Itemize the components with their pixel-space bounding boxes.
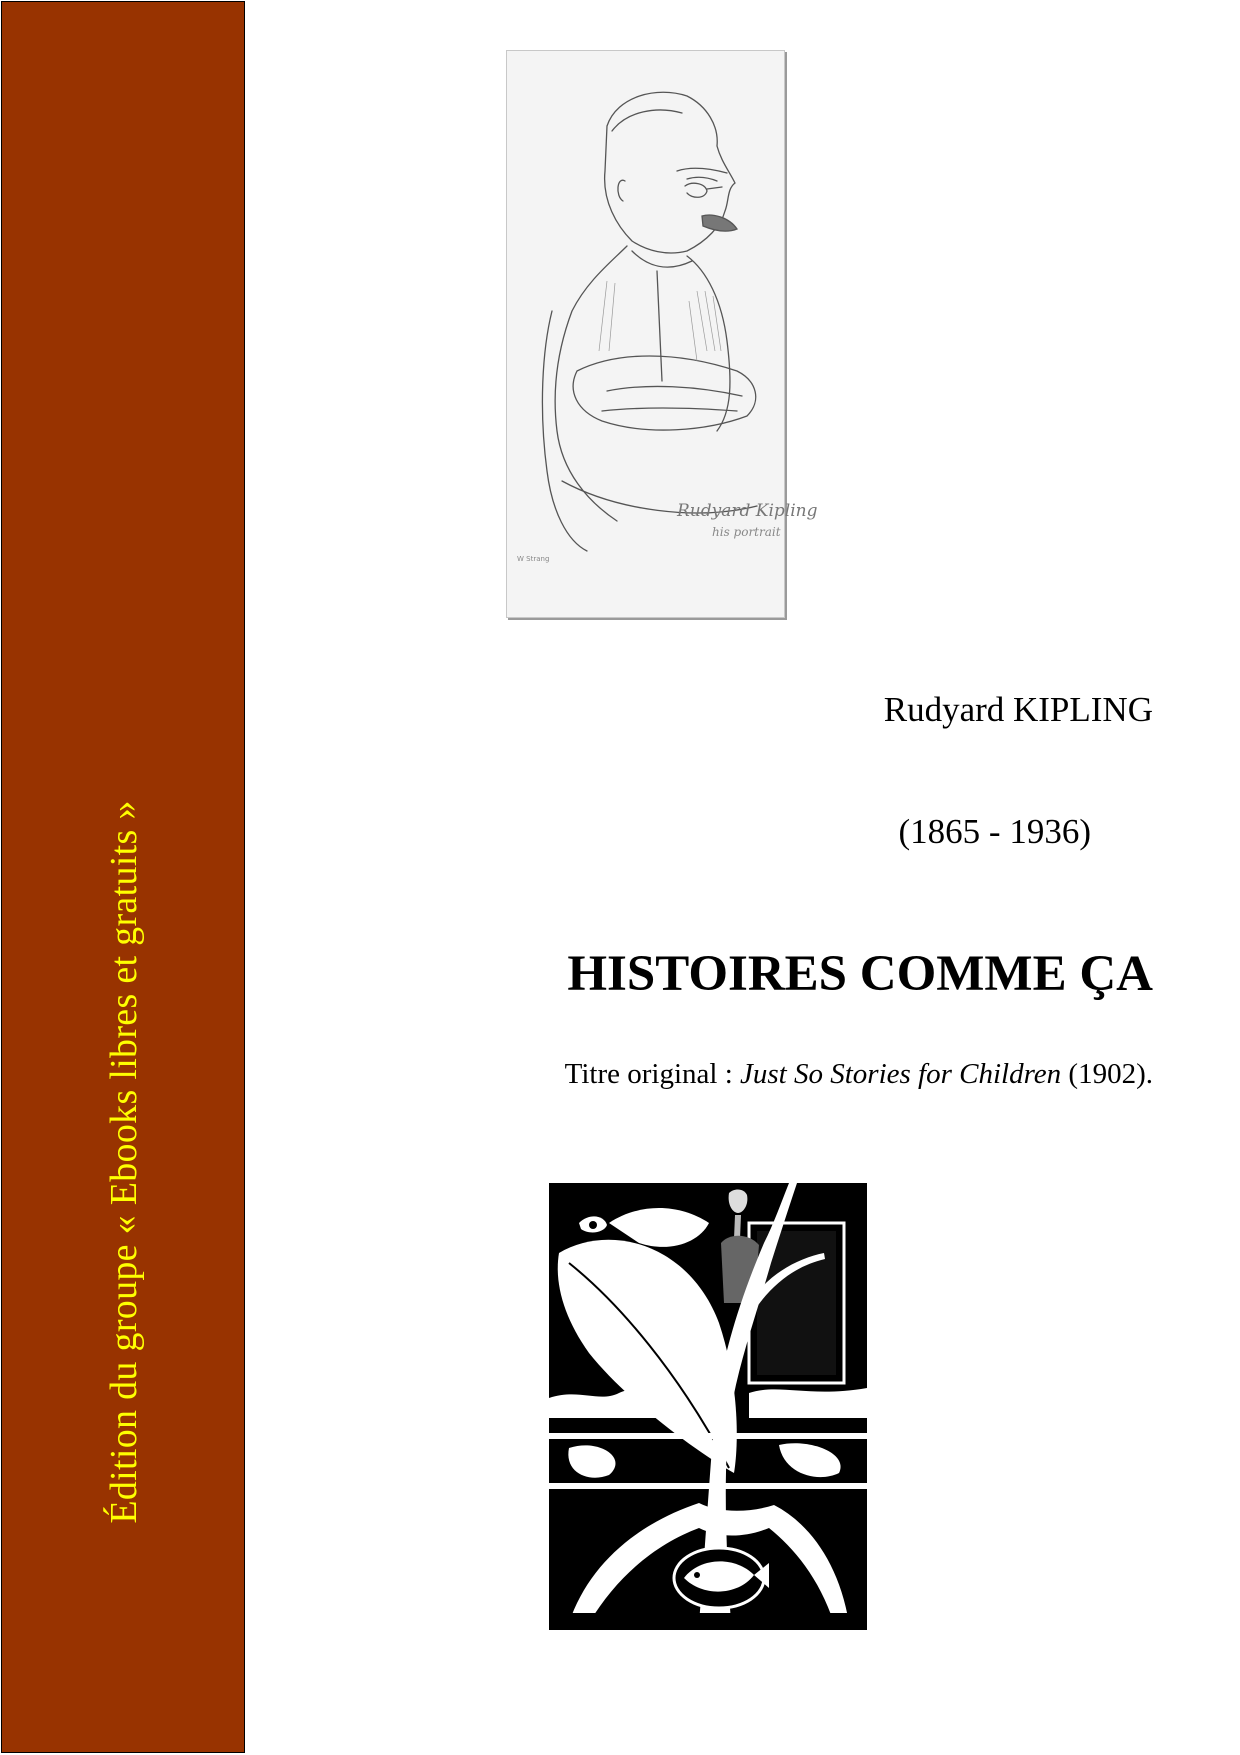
portrait-signature-sub: his portrait	[712, 525, 781, 539]
book-title: HISTOIRES COMME ÇA	[567, 946, 1153, 1002]
original-title: Just So Stories for Children	[740, 1058, 1062, 1090]
author-name: Rudyard KIPLING	[883, 690, 1153, 729]
author-portrait-image	[506, 50, 818, 618]
original-title-prefix: Titre original :	[564, 1058, 741, 1090]
original-title-line	[565, 1058, 1153, 1091]
sidebar-publisher-text: Édition du groupe « Ebooks libres et gratuits »	[103, 800, 145, 1524]
portrait-artist-mark: W Strang	[517, 555, 550, 563]
author-dates: (1865 - 1936)	[898, 812, 1091, 851]
original-title-suffix: (1902).	[1061, 1058, 1153, 1090]
portrait-signature: Rudyard Kipling	[677, 501, 818, 521]
cover-illustration	[549, 1183, 867, 1630]
sidebar-band	[1, 1, 245, 1753]
